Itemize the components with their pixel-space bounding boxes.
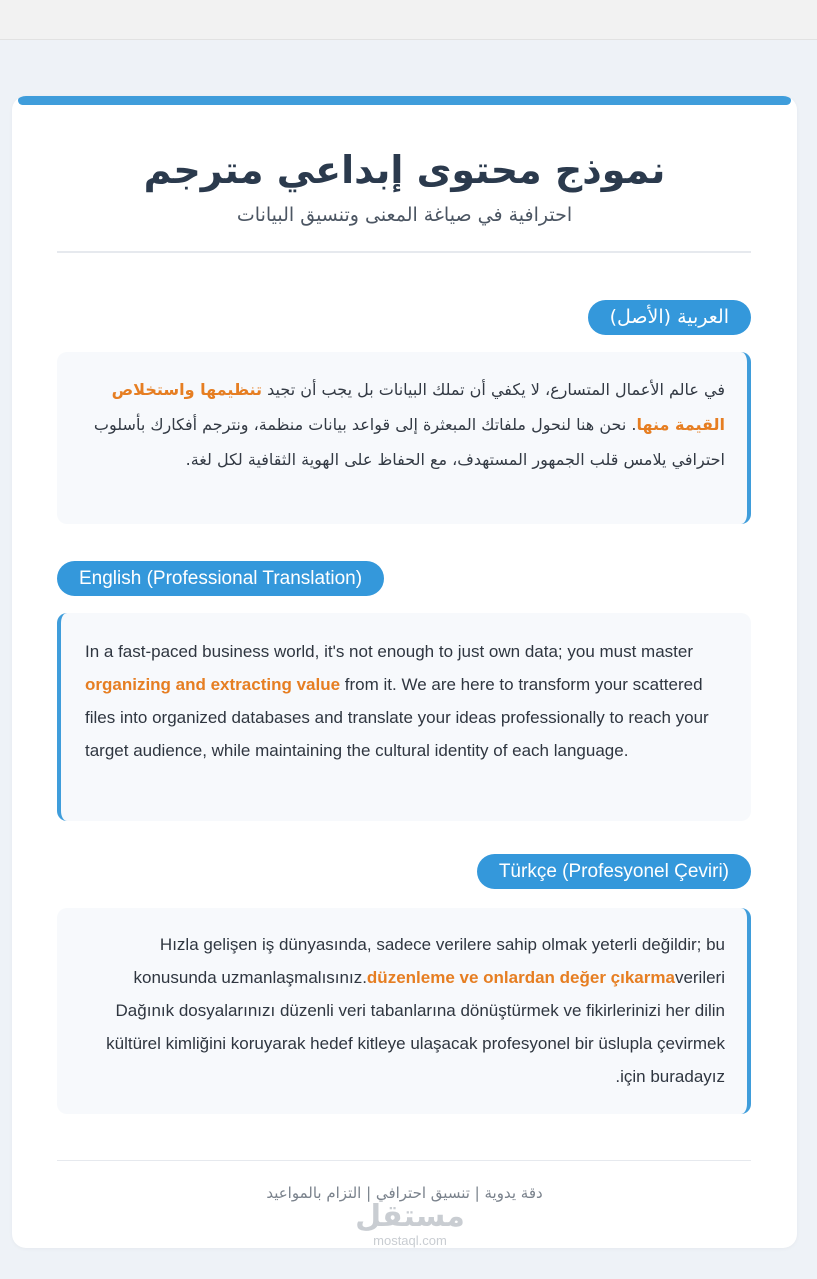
english-highlight: organizing and extracting value bbox=[85, 675, 341, 694]
turkish-text-end: verileri Dağınık dosyalarınızı düzenli veri tabanlarına dönüştürmek ve fikirlerinizi her dilin kültürel kimliğini koruyarak hedef kitleye ulaşacak profesyonel bir üslupla çevirmek için buradayız. bbox=[106, 968, 725, 1086]
turkish-highlight: düzenleme ve onlardan değer çıkarma bbox=[366, 968, 675, 987]
footer-divider bbox=[57, 1160, 751, 1161]
section-label-turkish: Türkçe (Profesyonel Çeviri) bbox=[477, 854, 751, 889]
english-text-end: from it. We are here to transform your scattered files into organized databases and translate your ideas professionally to reach your target audience, while maintaining the cultural identity of each language. bbox=[85, 675, 709, 760]
mostaql-watermark bbox=[355, 1200, 465, 1248]
footer-text: دقة يدوية | تنسيق احترافي | التزام بالمواعيد bbox=[266, 1184, 543, 1202]
arabic-paragraph bbox=[77, 372, 725, 477]
english-text-box bbox=[57, 613, 751, 821]
browser-top-bar bbox=[0, 0, 817, 40]
watermark-arabic: مستقل bbox=[355, 1199, 465, 1234]
turkish-text-start: Hızla gelişen iş dünyasında, sadece verilere sahip olmak yeterli değildir; bu konusunda uzmanlaşmalısınız. bbox=[133, 935, 725, 987]
arabic-text-start: في عالم الأعمال المتسارع، لا يكفي أن تملك البيانات بل يجب أن تجيد bbox=[262, 380, 725, 399]
arabic-text-end: . نحن هنا لنحول ملفاتك المبعثرة إلى قواعد بيانات منظمة، ونترجم أفكارك بأسلوب احترافي يلامس قلب الجمهور المستهدف، مع الحفاظ على الهوية الثقافية لكل لغة. bbox=[93, 415, 725, 469]
page-title: نموذج محتوى إبداعي مترجم bbox=[143, 148, 666, 192]
turkish-text-box bbox=[57, 908, 751, 1114]
english-paragraph bbox=[85, 635, 725, 767]
turkish-paragraph bbox=[85, 928, 725, 1093]
section-label-english: English (Professional Translation) bbox=[57, 561, 384, 596]
header-divider bbox=[57, 251, 751, 253]
page-subtitle: احترافية في صياغة المعنى وتنسيق البيانات bbox=[236, 204, 573, 226]
watermark-latin: mostaql.com bbox=[373, 1233, 447, 1248]
english-text-start: In a fast-paced business world, it's not enough to just own data; you must master bbox=[85, 642, 694, 661]
arabic-highlight: تنظيمها واستخلاص القيمة منها bbox=[111, 380, 725, 434]
content-card bbox=[12, 96, 797, 1248]
card-accent-bar bbox=[18, 96, 791, 105]
arabic-text-box bbox=[57, 352, 751, 524]
section-label-arabic: العربية (الأصل) bbox=[588, 300, 751, 335]
